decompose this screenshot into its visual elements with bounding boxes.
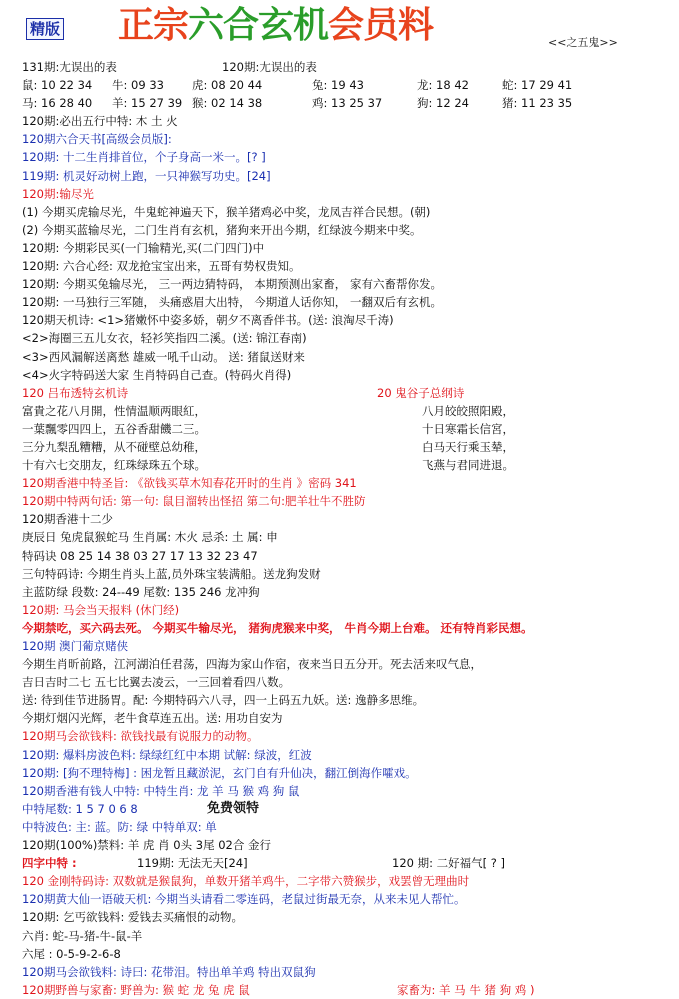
text-line: 送: 待到佳节进肠胃。配: 今期特码六八寻，四一上码五九妖。送: 逸静多思维。	[22, 693, 425, 708]
text-line: 120期(100%)禁料: 羊 虎 肖 0头 3尾 02合 金行	[22, 838, 272, 853]
poem-headings: 120 吕布透特玄机诗 20 鬼谷子总纲诗	[22, 385, 465, 400]
text-line: 120期马会欲钱料: 欲钱找最有说服力的动物。	[22, 729, 259, 744]
text-line: <2>海圈三五儿女衣，轻衫笑指四二溪。(送: 锦江春南)	[22, 331, 307, 346]
section-heading: 120期:输尽光	[22, 186, 94, 201]
text-line: (1) 今期买虎输尽光，牛鬼蛇神遍天下，猴羊猪鸡必中奖，龙凤吉祥合民想。(朝)	[22, 204, 431, 219]
poem-row: 富貴之花八月開，性情温顺两眼紅， 八月皎皎照阳殿，	[22, 403, 514, 418]
text-line: 120期: 十二生肖排首位，个子身高一米一。[? ]	[22, 150, 266, 165]
text-line: 主蓝防绿 段数: 24--49 尾数: 135 246 龙冲狗	[22, 584, 260, 599]
text-line: 庚辰日 兔虎鼠猴蛇马 生肖属: 木火 忌杀: 土 属: 申	[22, 530, 278, 545]
text-line: 120期: 六合心经: 双龙抢宝宝出来，五哥有势权贵知。	[22, 259, 301, 274]
poem-row: 一葉飄零四四上，五谷香甜饑二三。 十日寒霜长信宮，	[22, 421, 514, 436]
text-line: 120期马会欲钱料: 诗曰: 花带泪。特出单羊鸡 特出双鼠狗	[22, 964, 316, 979]
text-line: 特码诀 08 25 14 38 03 27 17 13 32 23 47	[22, 548, 258, 563]
text-line: 120期: 今期彩民买(一门输精光,买(二门四门)中	[22, 240, 265, 255]
text-line: 120期: [狗不理特梅] : 困龙暂且藏淤泥，玄门自有升仙决，翻江倒海作嚯戏。	[22, 765, 417, 780]
text-line: 120期香港十二少	[22, 512, 113, 527]
content	[22, 58, 662, 999]
text-line: 六尾 : 0-5-9-2-6-8	[22, 946, 121, 961]
text-line: 119期: 机灵好动树上跑，一只神猴写功史。[24]	[22, 168, 271, 183]
header	[0, 0, 679, 58]
text-line: 120期香港有钱人中特: 中特生肖: 龙 羊 马 猴 鸡 狗 鼠	[22, 783, 300, 798]
text-line: 120期六合天书[高级会员版]:	[22, 132, 172, 147]
text-line: 120期:必出五行中特: 木 土 火	[22, 114, 178, 129]
section-heading: 120期: 马会当天报料 (休门经)	[22, 602, 180, 617]
zodiac-row-2: 马: 16 28 40 羊: 15 27 39 猴: 02 14 38 鸡: 13 25 37 狗: 12 24 猪: 11 23 35	[22, 96, 573, 111]
text-line: (2) 今期买蓝输尽光，二门生肖有玄机，猪狗来开出今期，红绿波今期来中奖。	[22, 222, 422, 237]
text-line: 120 金刚特码诗: 双数就是猴鼠狗，单数开猪羊鸡牛，二字带六赞猴步，戏罢曾无理曲时	[22, 874, 470, 889]
text-line: 120期: 乞丐欲钱料: 爱钱去买痛恨的动物。	[22, 910, 244, 925]
page-subtitle: <<之五鬼>>	[548, 36, 618, 49]
text-line: 六肖: 蛇-马-猪-牛-鼠-羊	[22, 928, 143, 943]
text-line: 今期禁吃，买六码去死。 今期买牛输尽光， 猪狗虎猴来中奖， 牛肖今期上台难。 还有特肖彩民想。	[22, 620, 533, 635]
tail-number-row: 中特尾数: 1 5 7 0 6 8 免费领特	[22, 800, 260, 816]
text-line: 120期中特两句话: 第一句: 鼠目溜转出怪招 第二句:肥羊壮牛不胜防	[22, 494, 366, 509]
text-line: 120期: 今期买兔输尽光， 三一两边猜特码， 本期预测出家畜， 家有六畜帮你发。	[22, 277, 442, 292]
page-title: 正宗六合玄机会员料	[118, 5, 434, 46]
text-line: 今期灯烟闪光辉，老牛食草连五出。送: 用功自安为	[22, 711, 283, 726]
text-line: <3>西风漏解送离愁 雄威一吼千山动。 送: 猪鼠送财来	[22, 349, 305, 364]
text-line: 今期生肖昕前路，江河湖泊任君荡，四海为家山作宿，夜来当日五分开。死去活来叹气息，	[22, 657, 482, 672]
text-line: <4>火字特码送大家 生肖特码自己查。(特码火肖得)	[22, 367, 292, 382]
four-char-row: 四字中特 : 119期: 无法无天[24] 120 期: 二好福气[ ? ]	[22, 856, 506, 871]
beast-livestock-row: 120期野兽与家畜: 野兽为: 猴 蛇 龙 兔 虎 鼠 家畜为: 羊 马 牛 猪 狗 鸡 )	[22, 982, 535, 997]
section-heading: 120期 澳门葡京赌侠	[22, 639, 129, 653]
text-line: 120期黄大仙一语破天机: 今期当头请看二零连码，老鼠过街最无奈，从来未见人帮忙。	[22, 892, 466, 907]
text-line: 中特波色: 主: 蓝。防: 绿 中特单双: 单	[22, 819, 217, 834]
poem-row: 三分九梨乱糟糟，从不碰壁总幼稚， 白马天行乘玉辇，	[22, 439, 514, 454]
text-line: 120期: 一马独行三军随， 头痛惑眉大出特， 今期道人话你知， 一翻双后有玄机。	[22, 295, 442, 310]
edition-badge: 精版	[26, 18, 64, 40]
poem-row: 十有六七交朋友，红珠绿珠五个球。 飞燕与君同进退。	[22, 458, 514, 473]
text-line: 120期: 爆料房波色料: 绿绿红红中本期 试解: 绿波，红波	[22, 747, 312, 762]
history-row: 131期:尢误出的表 120期:尢误出的表	[22, 60, 317, 74]
text-line: 吉日吉时二七 五七比翼去凌云，一三回着看四八数。	[22, 675, 291, 690]
text-line: 120期天机诗: <1>猪嫩怀中姿多娇，朝夕不离香伴书。(送: 浪淘尽千涛)	[22, 313, 394, 328]
zodiac-row-1: 鼠: 10 22 34 牛: 09 33 虎: 08 20 44 兔: 19 43 龙: 18 42 蛇: 17 29 41	[22, 78, 573, 93]
text-line: 三句特码诗: 今期生肖头上蓝,员外珠宝装满船。送龙狗发财	[22, 566, 321, 581]
text-line: 120期香港中特圣旨: 《欲钱买草木知春花开时的生肖 》密码 341	[22, 476, 357, 491]
